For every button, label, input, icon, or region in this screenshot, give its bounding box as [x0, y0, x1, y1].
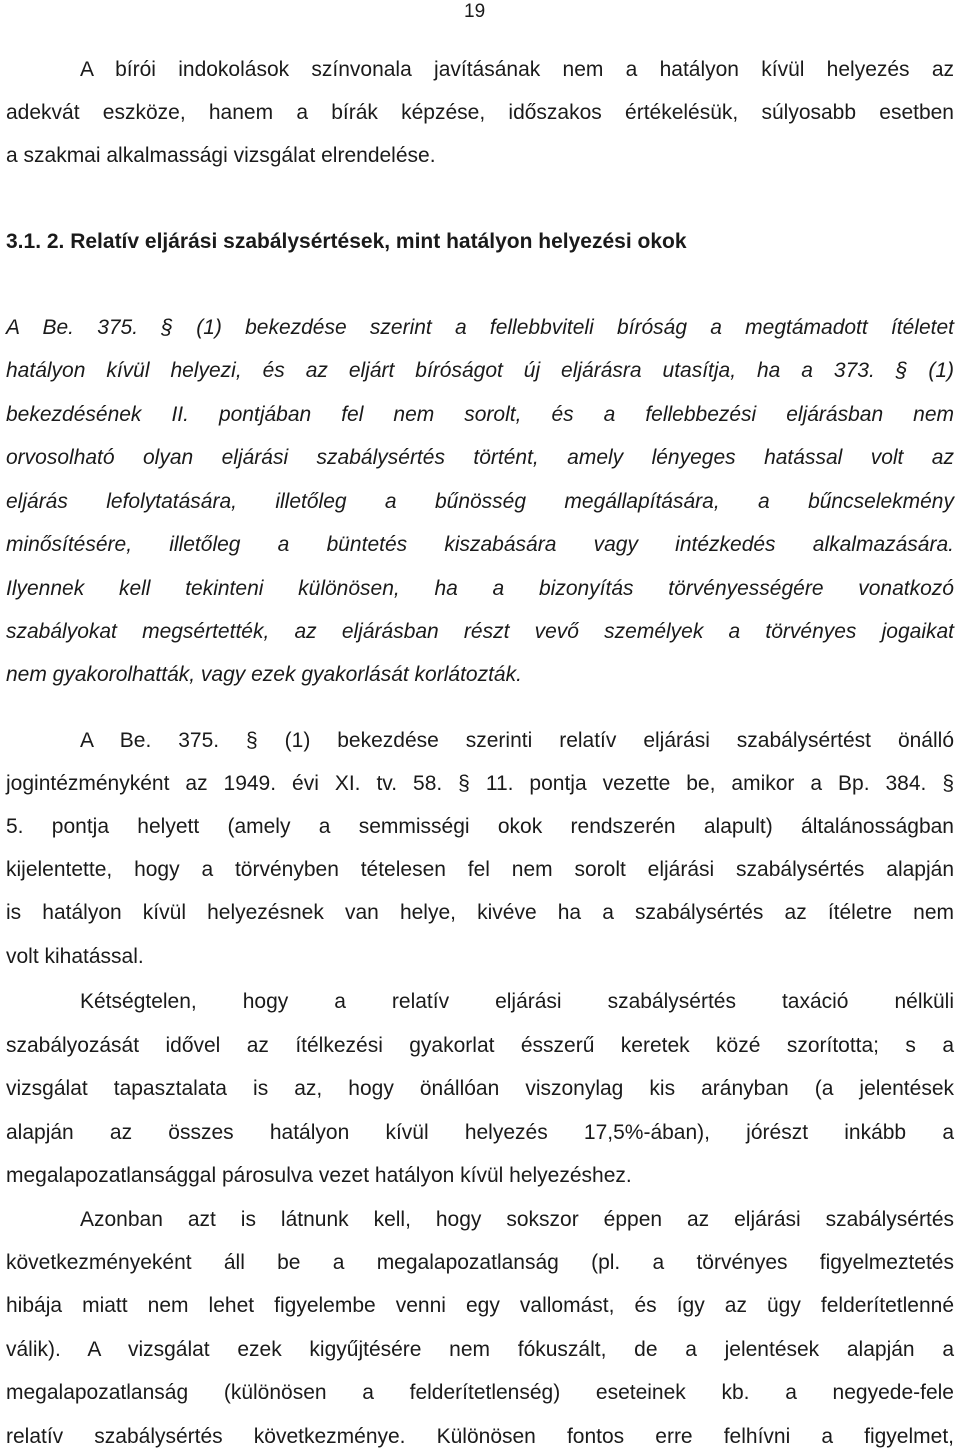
- paragraph-line: eljárás lefolytatására, illetőleg a bűnösség megállapítására, a bűncselekmény: [6, 490, 954, 513]
- paragraph-line: Azonban azt is látnunk kell, hogy sokszor éppen az eljárási szabálysértés: [80, 1208, 954, 1231]
- paragraph-line: relatív szabálysértés következménye. Különösen fontos erre felhívni a figyelmet,: [6, 1425, 954, 1448]
- paragraph-line: is hatályon kívül helyezésnek van helye, kivéve ha a szabálysértés az ítéletre nem: [6, 901, 954, 924]
- paragraph-line: A Be. 375. § (1) bekezdése szerint a fellebbviteli bíróság a megtámadott ítéletet: [6, 316, 954, 339]
- page-number: 19: [464, 1, 486, 22]
- paragraph-line: bekezdésének II. pontjában fel nem sorolt, és a fellebbezési eljárásban nem: [6, 403, 954, 426]
- paragraph-line: szabályozását idővel az ítélkezési gyakorlat ésszerű keretek közé szorította; s a: [6, 1034, 954, 1057]
- paragraph-line: alapján az összes hatályon kívül helyezés 17,5%-ában), jórészt inkább a: [6, 1121, 954, 1144]
- paragraph-line: minősítésére, illetőleg a büntetés kiszabására vagy intézkedés alkalmazására.: [6, 533, 954, 556]
- paragraph-line: válik). A vizsgálat ezek kigyűjtésére nem fókuszált, de a jelentések alapján a: [6, 1338, 954, 1361]
- paragraph-line: megalapozatlanság (különösen a felderítetlenség) eseteinek kb. a negyede-fele: [6, 1381, 954, 1404]
- paragraph-line: hatályon kívül helyezi, és az eljárt bíróságot új eljárásra utasítja, ha a 373. § (1): [6, 359, 954, 382]
- paragraph-line: jogintézményként az 1949. évi XI. tv. 58. § 11. pontja vezette be, amikor a Bp. 384. §: [6, 772, 954, 795]
- paragraph-line: következményeként áll be a megalapozatlanság (pl. a törvényes figyelmeztetés: [6, 1251, 954, 1274]
- paragraph-line: A bírói indokolások színvonala javításának nem a hatályon kívül helyezés az: [80, 58, 954, 81]
- paragraph-line: hibája miatt nem lehet figyelembe venni egy vallomást, és így az ügy felderítetlenné: [6, 1294, 954, 1317]
- paragraph-line: Ilyennek kell tekinteni különösen, ha a bizonyítás törvényességére vonatkozó: [6, 577, 954, 600]
- paragraph-line: adekvát eszköze, hanem a bírák képzése, időszakos értékelésük, súlyosabb esetben: [6, 101, 954, 124]
- paragraph-line: nem gyakorolhatták, vagy ezek gyakorlását korlátozták.: [6, 663, 522, 686]
- section-heading: 3.1. 2. Relatív eljárási szabálysértések, mint hatályon helyezési okok: [6, 230, 687, 253]
- paragraph-line: a szakmai alkalmassági vizsgálat elrendelése.: [6, 144, 436, 167]
- paragraph-line: 5. pontja helyett (amely a semmisségi okok rendszerén alapult) általánosságban: [6, 815, 954, 838]
- paragraph-line: kijelentette, hogy a törvényben tételesen fel nem sorolt eljárási szabálysértés alapján: [6, 858, 954, 881]
- paragraph-line: Kétségtelen, hogy a relatív eljárási szabálysértés taxáció nélküli: [80, 990, 954, 1013]
- paragraph-line: vizsgálat tapasztalata is az, hogy önállóan viszonylag kis arányban (a jelentések: [6, 1077, 954, 1100]
- paragraph-line: orvosolható olyan eljárási szabálysértés történt, amely lényeges hatással volt az: [6, 446, 954, 469]
- paragraph-line: volt kihatással.: [6, 945, 144, 968]
- paragraph-line: A Be. 375. § (1) bekezdése szerinti relatív eljárási szabálysértést önálló: [80, 729, 954, 752]
- paragraph-line: megalapozatlansággal párosulva vezet hatályon kívül helyezéshez.: [6, 1164, 632, 1187]
- paragraph-line: szabályokat megsértették, az eljárásban részt vevő személyek a törvényes jogaikat: [6, 620, 954, 643]
